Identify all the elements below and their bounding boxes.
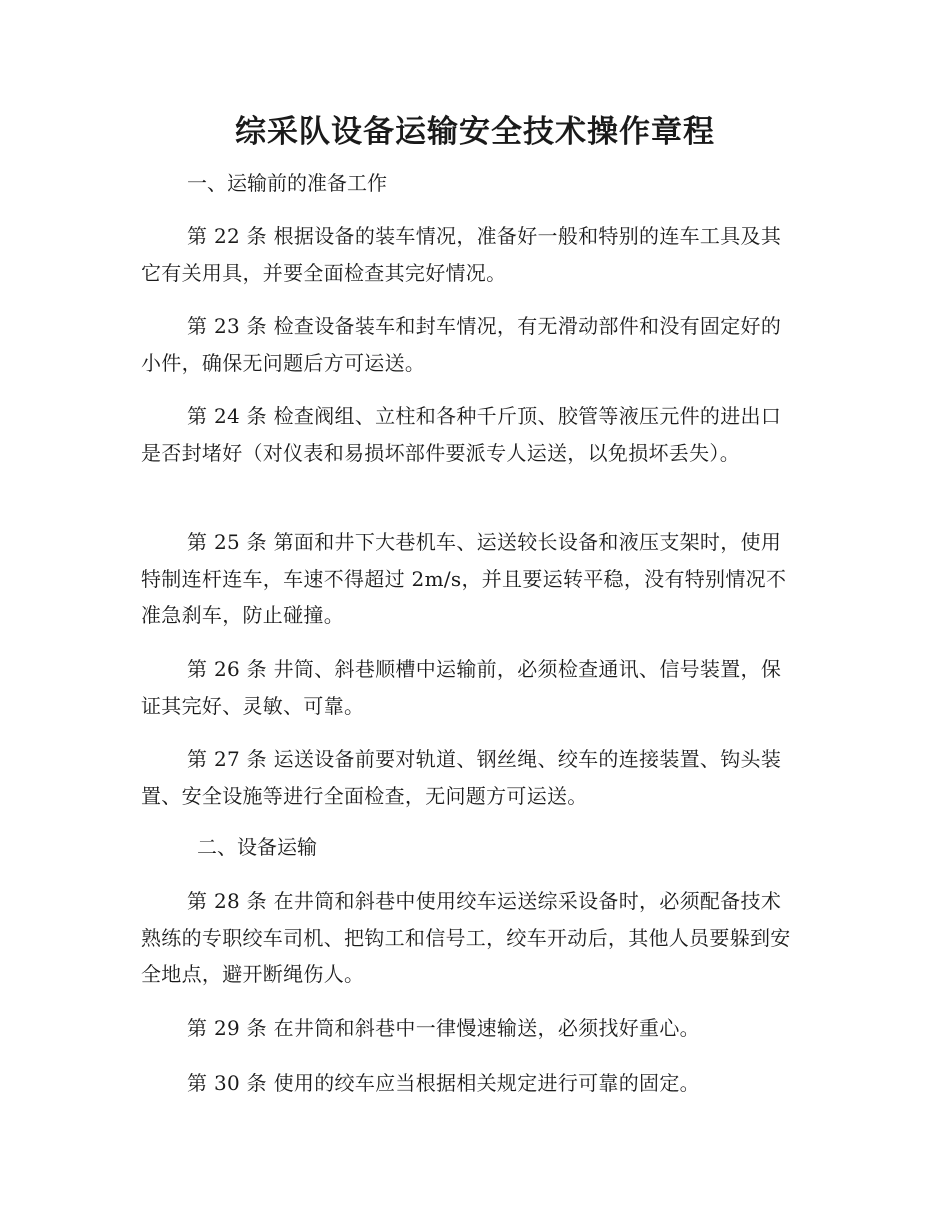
article-24: 第 24 条 检查阀组、立柱和各种千斤顶、胶管等液压元件的进出口是否封堵好（对仪表和易损坏部件要派专人运送，以免损坏丢失）。 (141, 404, 782, 465)
article-28: 第 28 条 在井筒和斜巷中使用绞车运送综采设备时，必须配备技术熟练的专职绞车司机、把钩工和信号工，绞车开动后，其他人员要躲到安全地点，避开断绳伤人。 (141, 889, 791, 986)
article-22: 第 22 条 根据设备的装车情况，准备好一般和特别的连车工具及其它有关用具，并要全面检查其完好情况。 (141, 224, 782, 285)
section-heading-2: 二、设备运输 (197, 835, 317, 859)
article-25: 第 25 条 第面和井下大巷机车、运送较长设备和液压支架时，使用特制连杆连车，车速不得超过 2m/s，并且要运转平稳，没有特别情况不准急刹车，防止碰撞。 (141, 530, 787, 627)
article-29: 第 29 条 在井筒和斜巷中一律慢速输送，必须找好重心。 (187, 1016, 700, 1040)
article-23: 第 23 条 检查设备装车和封车情况，有无滑动部件和没有固定好的小件，确保无问题后方可运送。 (141, 314, 782, 375)
document-title: 综采队设备运输安全技术操作章程 (235, 114, 715, 150)
section-heading-1: 一、运输前的准备工作 (187, 171, 387, 195)
article-27: 第 27 条 运送设备前要对轨道、钢丝绳、绞车的连接装置、钩头装置、安全设施等进行全面检查，无问题方可运送。 (141, 747, 782, 808)
article-26: 第 26 条 井筒、斜巷顺槽中运输前，必须检查通讯、信号装置，保证其完好、灵敏、可靠。 (141, 657, 782, 718)
article-30: 第 30 条 使用的绞车应当根据相关规定进行可靠的固定。 (187, 1071, 700, 1095)
